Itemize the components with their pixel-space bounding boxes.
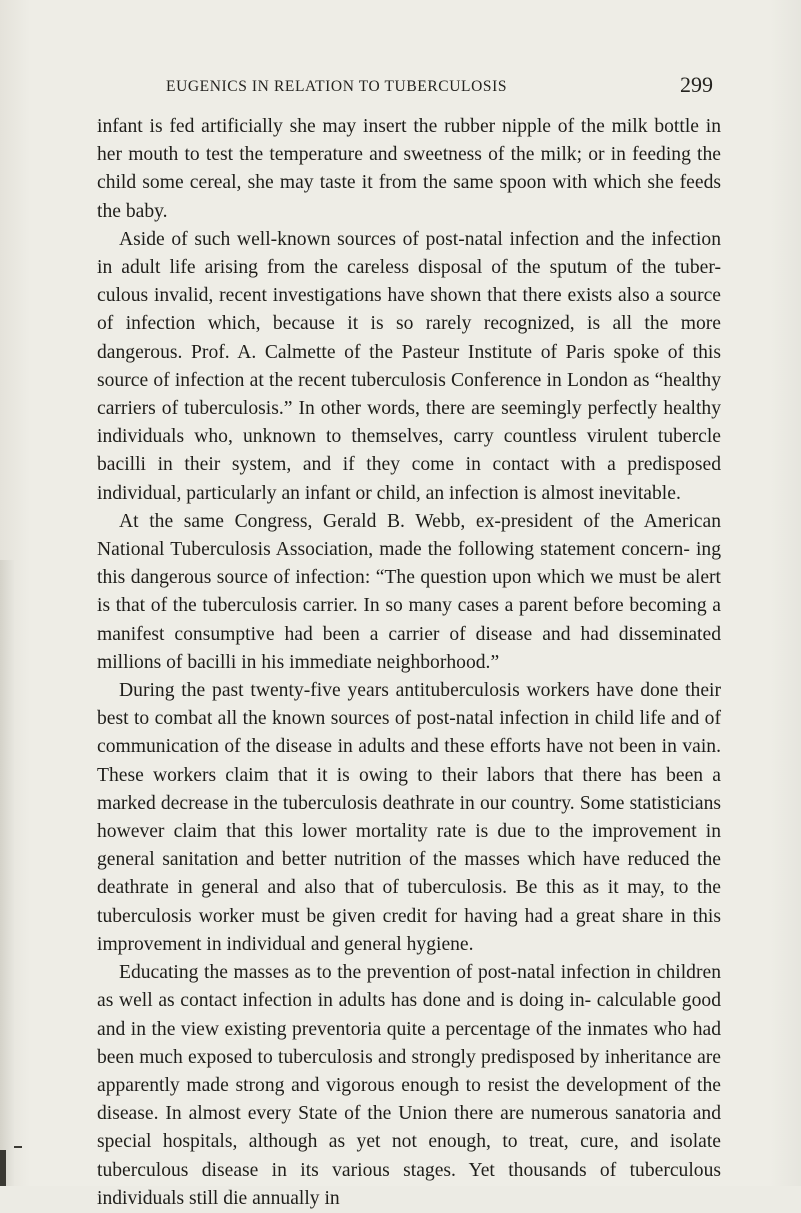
paragraph: infant is fed artificially she may insert the rubber nipple of the milk bottle in her mouth to test the temperature and sweetness of the milk; or in feeding the child some cereal, she may taste it from the same spoon with which she feeds the baby.: [97, 116, 721, 222]
binding-shadow: [0, 560, 14, 1186]
running-title: EUGENICS IN RELATION TO TUBERCULOSIS: [166, 78, 508, 95]
paragraph: Educating the masses as to the prevention of post-natal infection in children as well as contact infection in adults has done and is doing in- calculable good and in the view existing preventoria quite a percentage of the inmates who had been much exposed to tuberculosis and strongly predisposed by inheritance are apparently made strong and vigorous enough to resist the development of the disease. In almost every State of the Union there are numerous sanatoria and special hospitals, although as yet not enough, to treat, cure, and isolate tuberculous disease in its various stages. Yet thousands of tuberculous individuals still die annually in: [97, 962, 721, 1209]
paragraph: During the past twenty-five years antituberculosis workers have done their best to combat all the known sources of post-natal infection in child life and of communication of the disease in adults and these efforts have not been in vain. These workers claim that it is owing to their labors that there has been a marked decrease in the tuberculosis deathrate in our country. Some statisticians however claim that this lower mortality rate is due to the improvement in general sanitation and better nutrition of the masses which have reduced the deathrate in general and also that of tuberculosis. Be this as it may, to the tuberculosis worker must be given credit for having had a great share in this improvement in individual and general hygiene.: [97, 680, 721, 955]
binding-edge-mark: [0, 1150, 6, 1186]
margin-dash-mark: [14, 1146, 22, 1148]
body-text: [97, 113, 721, 1213]
page-number: 299: [680, 72, 713, 97]
paragraph: At the same Congress, Gerald B. Webb, ex-president of the American National Tuberculosis Association, made the following statement concern- ing this dangerous source of infection: “The question upon which we must be alert is that of the tuberculosis carrier. In so many cases a parent before becoming a manifest consumptive had been a carrier of disease and had disseminated millions of bacilli in his immediate neighborhood.”: [97, 510, 721, 673]
paragraph: Aside of such well-known sources of post-natal infection and the infection in adult life arising from the careless disposal of the sputum of the tuber- culous invalid, recent investigations have shown that there exists also a source of infection which, because it is so rarely recognized, is all the more dangerous. Prof. A. Calmette of the Pasteur Institute of Paris spoke of this source of infection at the recent tuberculosis Conference in London as “healthy carriers of tuberculosis.” In other words, there are seemingly perfectly healthy individuals who, unknown to themselves, carry countless virulent tubercle bacilli in their system, and if they come in contact with a predisposed individual, particularly an infant or child, an infection is almost inevitable.: [97, 228, 721, 504]
page-header: [0, 72, 801, 102]
